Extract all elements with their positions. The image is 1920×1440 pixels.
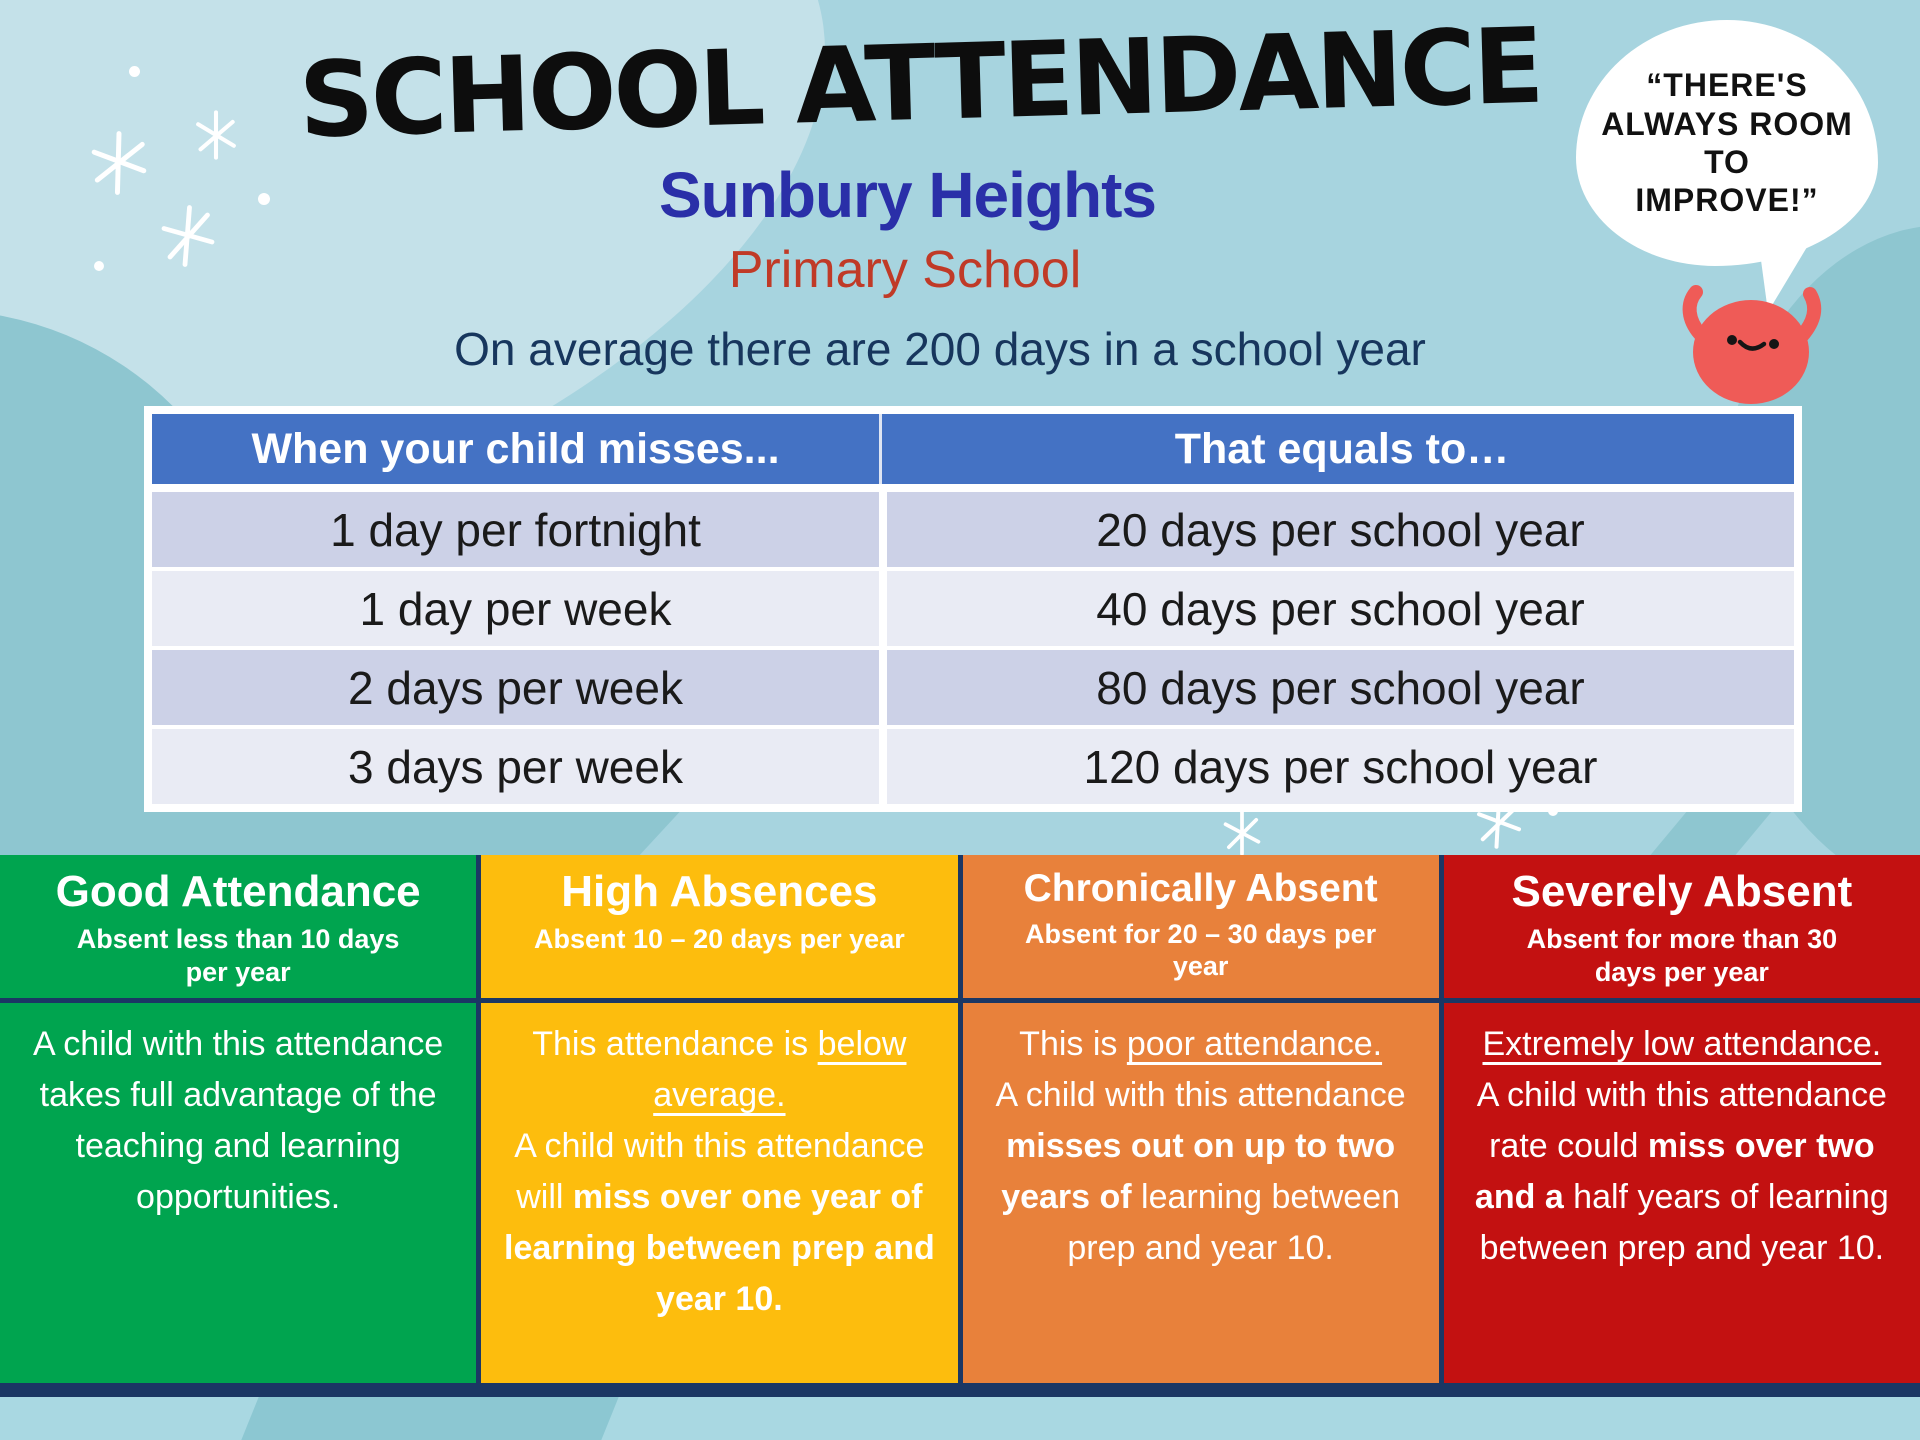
school-name: Sunbury Heights bbox=[658, 159, 1157, 231]
background-bottom-wedge bbox=[241, 1397, 618, 1440]
category-severely-absent bbox=[1444, 855, 1920, 1383]
table-cell-miss: 3 days per week bbox=[152, 729, 879, 804]
table-cell-equals: 40 days per school year bbox=[887, 571, 1794, 646]
category-header bbox=[481, 855, 957, 998]
category-description: A child with this attendance takes full advantage of the teaching and learning opportunities. bbox=[0, 1003, 476, 1383]
attendance-categories bbox=[0, 855, 1920, 1397]
speech-bubble bbox=[1576, 20, 1878, 266]
background-teal-wedge-right bbox=[1648, 810, 1773, 858]
attendance-conversion-table bbox=[144, 406, 1802, 812]
category-subtitle: Absent less than 10 days per year bbox=[76, 924, 400, 987]
sparkle-icon bbox=[192, 110, 240, 160]
category-header bbox=[963, 855, 1439, 998]
table-cell-miss: 1 day per fortnight bbox=[152, 492, 879, 567]
category-title: Severely Absent bbox=[1511, 867, 1853, 916]
school-type: Primary School bbox=[728, 241, 1082, 299]
table-row bbox=[152, 729, 1794, 804]
table-header-row bbox=[152, 414, 1794, 484]
table-cell-equals: 80 days per school year bbox=[887, 650, 1794, 725]
table-row bbox=[152, 650, 1794, 725]
table-header-misses: When your child misses... bbox=[152, 414, 879, 484]
table-cell-equals: 120 days per school year bbox=[887, 729, 1794, 804]
category-good-attendance bbox=[0, 855, 476, 1383]
white-dot bbox=[129, 66, 140, 77]
category-header bbox=[0, 855, 476, 998]
average-days-subtitle: On average there are 200 days in a school year bbox=[454, 323, 1426, 375]
table-column-divider bbox=[879, 650, 887, 725]
category-chronically-absent bbox=[963, 855, 1439, 1383]
category-subtitle: Absent for 20 – 30 days per year bbox=[1025, 918, 1377, 982]
category-description: Extremely low attendance. A child with this attendance rate could miss over two and a half years of learning between prep and year 10. bbox=[1444, 1003, 1920, 1383]
table-row bbox=[152, 571, 1794, 646]
table-column-divider bbox=[879, 571, 887, 646]
table-cell-miss: 2 days per week bbox=[152, 650, 879, 725]
category-title: High Absences bbox=[561, 867, 878, 916]
table-column-divider bbox=[879, 492, 887, 567]
category-title: Good Attendance bbox=[55, 867, 421, 916]
table-cell-miss: 1 day per week bbox=[152, 571, 879, 646]
background-teal-strip-left bbox=[0, 805, 700, 858]
table-cell-equals: 20 days per school year bbox=[887, 492, 1794, 567]
category-high-absences bbox=[481, 855, 957, 1383]
page-title: SCHOOL ATTENDANCE bbox=[297, 4, 1543, 162]
category-subtitle: Absent 10 – 20 days per year bbox=[534, 924, 905, 955]
table-row bbox=[152, 492, 1794, 567]
speech-bubble-text: “THERE'S ALWAYS ROOM TO IMPROVE!” bbox=[1601, 67, 1853, 219]
category-description: This is poor attendance. A child with this attendance misses out on up to two years of learning between prep and year 10. bbox=[963, 1003, 1439, 1383]
table-column-divider bbox=[879, 414, 890, 484]
category-header bbox=[1444, 855, 1920, 998]
category-description: This attendance is below average. A child with this attendance will miss over one year of learning between prep and year 10. bbox=[481, 1003, 957, 1383]
mascot-character-icon bbox=[1652, 272, 1852, 404]
sparkle-icon bbox=[1220, 810, 1264, 856]
category-title: Chronically Absent bbox=[1023, 867, 1378, 910]
table-header-equals: That equals to… bbox=[890, 414, 1794, 484]
table-column-divider bbox=[879, 729, 887, 804]
category-subtitle: Absent for more than 30 days per year bbox=[1526, 924, 1838, 987]
